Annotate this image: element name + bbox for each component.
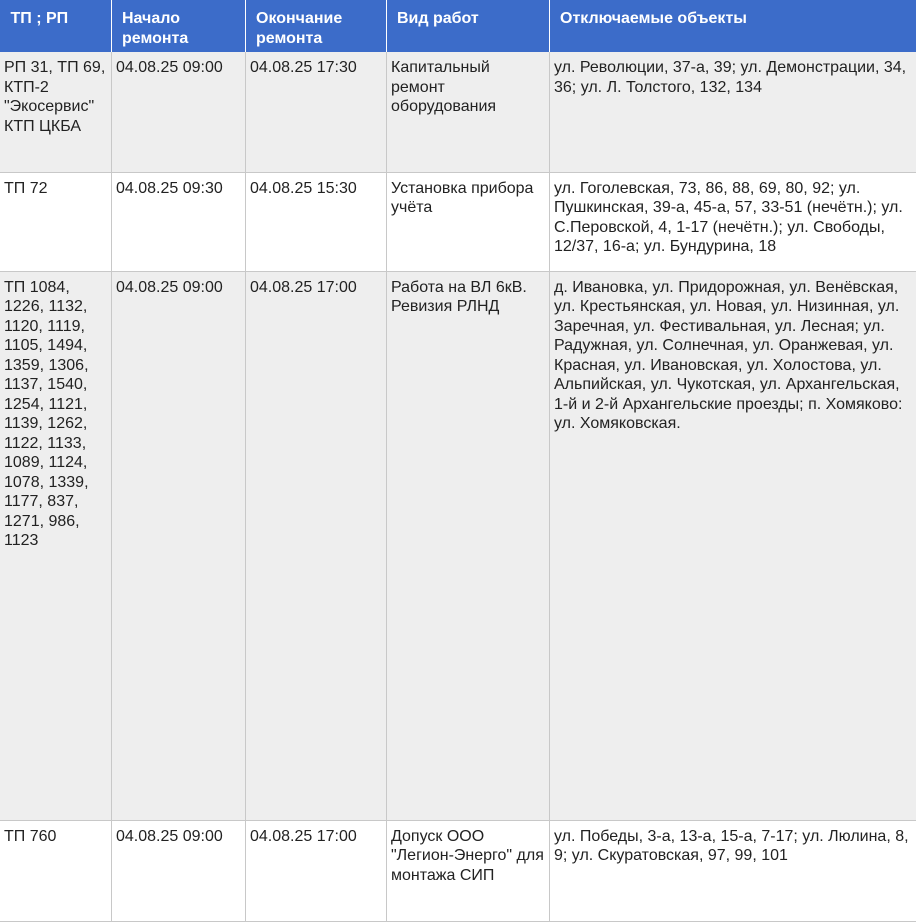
table-header-row <box>0 0 916 52</box>
cell-start: 04.08.25 09:00 <box>112 820 246 921</box>
cell-start: 04.08.25 09:00 <box>112 271 246 820</box>
cell-work-type: Капитальный ремонт оборудования <box>387 52 550 172</box>
header-start: Начало ремонта <box>112 0 246 52</box>
header-objects: Отключаемые объекты <box>550 0 916 52</box>
table-row <box>0 52 916 172</box>
table-row <box>0 172 916 271</box>
cell-end: 04.08.25 17:00 <box>246 820 387 921</box>
cell-start: 04.08.25 09:30 <box>112 172 246 271</box>
cell-substations: ТП 760 <box>0 820 112 921</box>
cell-start: 04.08.25 09:00 <box>112 52 246 172</box>
cell-objects: ул. Революции, 37-а, 39; ул. Демонстрации, 34, 36; ул. Л. Толстого, 132, 134 <box>550 52 916 172</box>
cell-work-type: Установка прибора учёта <box>387 172 550 271</box>
table-row <box>0 271 916 820</box>
cell-objects: ул. Победы, 3-а, 13-а, 15-а, 7-17; ул. Люлина, 8, 9; ул. Скуратовская, 97, 99, 101 <box>550 820 916 921</box>
table-row <box>0 820 916 921</box>
cell-end: 04.08.25 17:00 <box>246 271 387 820</box>
cell-end: 04.08.25 17:30 <box>246 52 387 172</box>
cell-work-type: Допуск ООО "Легион-Энерго" для монтажа СИП <box>387 820 550 921</box>
cell-substations: РП 31, ТП 69, КТП-2 "Экосервис" КТП ЦКБА <box>0 52 112 172</box>
cell-objects: ул. Гоголевская, 73, 86, 88, 69, 80, 92; ул. Пушкинская, 39-а, 45-а, 57, 33-51 (нечётн.); ул. С.Перовской, 4, 1-17 (нечётн.); ул. Свободы, 12/37, 16-а; ул. Бундурина, 18 <box>550 172 916 271</box>
cell-end: 04.08.25 15:30 <box>246 172 387 271</box>
cell-substations: ТП 72 <box>0 172 112 271</box>
cell-objects: д. Ивановка, ул. Придорожная, ул. Венёвская, ул. Крестьянская, ул. Новая, ул. Низинная, ул. Заречная, ул. Фестивальная, ул. Лесная; ул. Радужная, ул. Солнечная, ул. Оранжевая, ул. Красная, ул. Ивановская, ул. Холостова, ул. Альпийская, ул. Чукотская, ул. Архангельская, 1-й и 2-й Архангельские проезды; п. Хомяково: ул. Хомяковская. <box>550 271 916 820</box>
cell-substations: ТП 1084, 1226, 1132, 1120, 1119, 1105, 1494, 1359, 1306, 1137, 1540, 1254, 1121, 1139, 1262, 1122, 1133, 1089, 1124, 1078, 1339, 1177, 837, 1271, 986, 1123 <box>0 271 112 820</box>
header-work-type: Вид работ <box>387 0 550 52</box>
cell-work-type: Работа на ВЛ 6кВ. Ревизия РЛНД <box>387 271 550 820</box>
header-end: Окончание ремонта <box>246 0 387 52</box>
header-substations: ТП ; РП <box>0 0 112 52</box>
